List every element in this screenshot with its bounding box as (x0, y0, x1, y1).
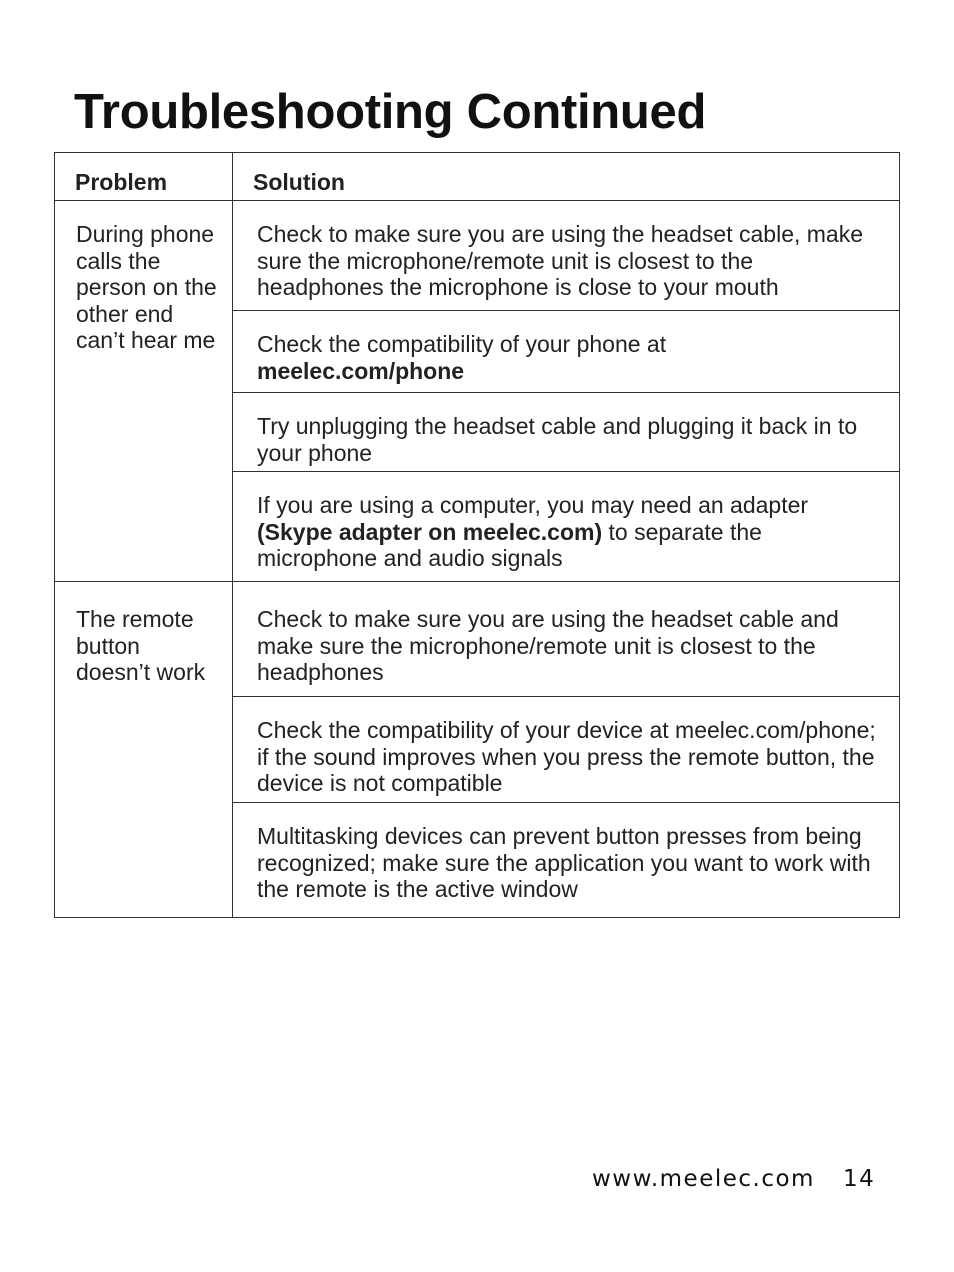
table-row (55, 201, 899, 582)
problem-text: The remote button doesn’t work (76, 606, 206, 685)
solution-cell (233, 472, 899, 581)
solution-link: meelec.com/phone (257, 357, 465, 384)
solution-cell: Multitasking devices can prevent button presses from being recognized; make sure the application you want to work with the remote is the active window (257, 823, 871, 902)
troubleshooting-table (54, 152, 900, 918)
solution-column (233, 582, 899, 917)
solution-link: (Skype adapter on meelec.com) (257, 518, 603, 545)
problem-cell (55, 582, 233, 917)
problem-cell (55, 201, 233, 581)
page-footer (592, 1166, 875, 1192)
table-row (55, 582, 899, 917)
solution-text: to separate the microphone and audio signals (257, 518, 762, 571)
solution-text: Check the compatibility of your phone at (257, 331, 667, 357)
header-problem: Problem (55, 153, 233, 200)
solution-cell (233, 311, 899, 393)
header-solution: Solution (253, 169, 345, 195)
solution-column (233, 201, 899, 581)
problem-text: During phone calls the person on the other end can’t hear me (76, 221, 217, 353)
solution-cell: Check the compatibility of your device at meelec.com/phone; if the sound improves when you press the remote button, the device is not compatible (233, 697, 899, 803)
solution-text: If you are using a computer, you may need an adapter (257, 492, 809, 518)
page-number: 14 (842, 1166, 876, 1192)
solution-cell: Check to make sure you are using the headset cable and make sure the microphone/remote unit is closest to the headphones (233, 582, 899, 697)
solution-cell: Check to make sure you are using the headset cable, make sure the microphone/remote unit is closest to the headphones the microphone is close to your mouth (233, 201, 899, 311)
table-header-row (55, 153, 899, 201)
footer-website: www.meelec.com (592, 1166, 815, 1192)
page-title: Troubleshooting Continued (74, 85, 707, 139)
solution-cell: Try unplugging the headset cable and plugging it back in to your phone (233, 393, 899, 472)
